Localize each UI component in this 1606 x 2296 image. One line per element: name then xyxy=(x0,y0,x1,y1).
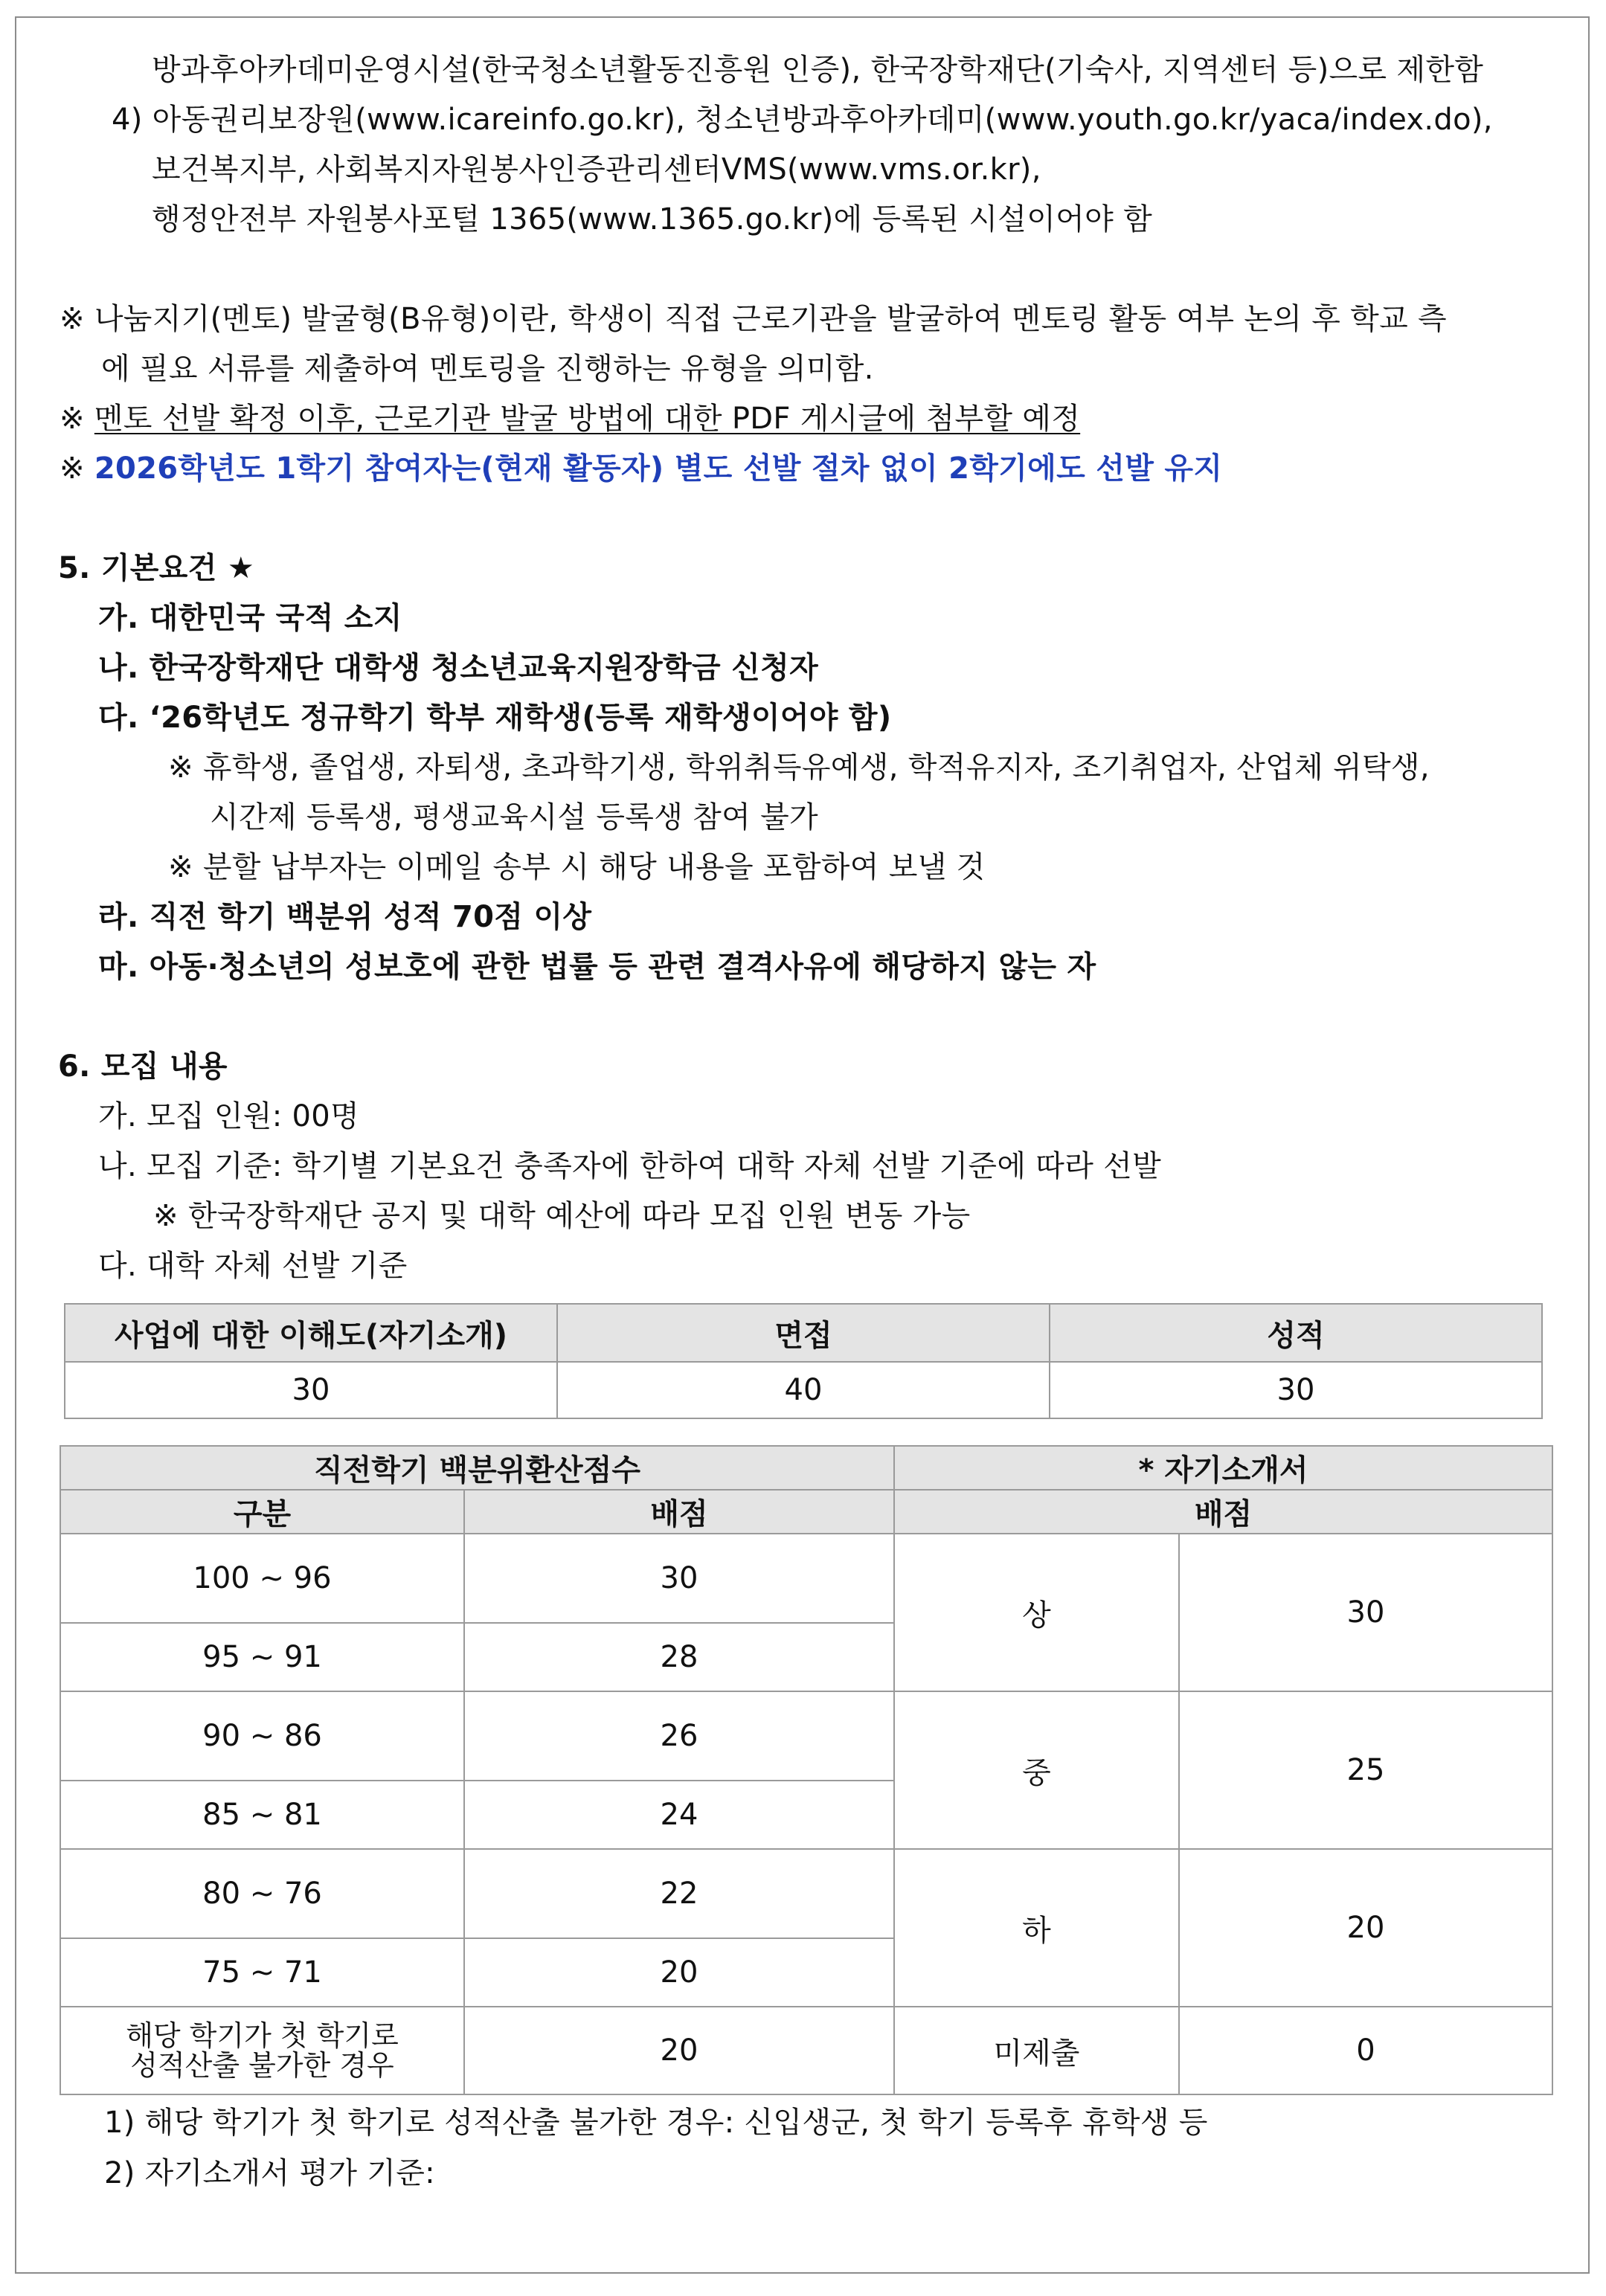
table-row xyxy=(60,2007,1552,2094)
first-term-line: 성적산출 불가한 경우 xyxy=(130,2049,394,2082)
req-no-disqualification: 마. 아동·청소년의 성보호에 관한 법률 등 관련 결격사유에 해당하지 않는 자 xyxy=(98,950,1096,984)
grade-cell: 하 xyxy=(894,1849,1179,2007)
recruit-count: 가. 모집 인원: 00명 xyxy=(98,1099,359,1133)
score-subheader-row xyxy=(60,1490,1552,1534)
req-grade-70: 라. 직전 학기 백분위 성적 70점 이상 xyxy=(98,900,592,934)
missing-label-cell: 미제출 xyxy=(894,2007,1179,2094)
note-pdf-text: 멘토 선발 확정 이후, 근로기관 발굴 방법에 대한 PDF 게시글에 첨부할 예정 xyxy=(94,402,1081,436)
criteria-header-cell: 성적 xyxy=(1050,1304,1542,1362)
score-cell: 20 xyxy=(464,1938,894,2007)
score-cell: 24 xyxy=(464,1781,894,1849)
note-continuing-text: 2026학년도 1학기 참여자는(현재 활동자) 별도 선발 절차 없이 2학기에도 선발 유지 xyxy=(94,451,1223,486)
col-score: 배점 xyxy=(464,1490,894,1534)
missing-score-cell: 0 xyxy=(1179,2007,1552,2094)
score-cell: 28 xyxy=(464,1623,894,1691)
text-line-registry-4: 4) 아동권리보장원(www.icareinfo.go.kr), 청소년방과후아카데미(www.youth.go.kr/yaca/index.do), xyxy=(112,103,1493,137)
score-cell: 30 xyxy=(464,1534,894,1623)
criteria-header-row xyxy=(65,1304,1542,1362)
section-5-title: 5. 기본요건 ★ xyxy=(58,551,254,585)
grade-cell: 상 xyxy=(894,1534,1179,1691)
req-nationality: 가. 대한민국 국적 소지 xyxy=(98,601,402,635)
note-pdf-attachment xyxy=(60,401,1080,437)
criteria-value-row xyxy=(65,1362,1542,1418)
text-line-facility-limit: 방과후아카데미운영시설(한국청소년활동진흥원 인증), 한국장학재단(기숙사, 지역센터 등)으로 제한함 xyxy=(152,53,1484,87)
text-line-registry-1365: 행정안전부 자원봉사포털 1365(www.1365.go.kr)에 등록된 시설이어야 함 xyxy=(152,202,1153,237)
range-cell: 95 ~ 91 xyxy=(60,1623,464,1691)
criteria-value-cell: 40 xyxy=(557,1362,1050,1418)
grade-cell: 중 xyxy=(894,1691,1179,1849)
req-installment-note: ※ 분할 납부자는 이메일 송부 시 해당 내용을 포함하여 보낼 것 xyxy=(168,850,986,884)
col-gubun: 구분 xyxy=(60,1490,464,1534)
criteria-table xyxy=(64,1303,1543,1419)
col-score-right: 배점 xyxy=(894,1490,1552,1534)
req-enrolled-student: 다. ‘26학년도 정규학기 학부 재학생(등록 재학생이어야 함) xyxy=(98,701,892,735)
score-cell: 26 xyxy=(464,1691,894,1781)
note-mark: ※ xyxy=(60,451,94,486)
note-mark: ※ xyxy=(60,402,94,436)
first-term-cell xyxy=(60,2007,464,2094)
criteria-header-cell: 사업에 대한 이해도(자기소개) xyxy=(65,1304,557,1362)
grade-score-cell: 20 xyxy=(1179,1849,1552,2007)
table-row xyxy=(60,1691,1552,1781)
score-cell: 20 xyxy=(464,2007,894,2094)
criteria-value-cell: 30 xyxy=(1050,1362,1542,1418)
range-cell: 85 ~ 81 xyxy=(60,1781,464,1849)
note-continuing-participants xyxy=(60,451,1222,486)
footnote-self-intro: 2) 자기소개서 평가 기준: xyxy=(104,2156,435,2190)
score-cell: 22 xyxy=(464,1849,894,1938)
text-line-registry-vms: 보건복지부, 사회복지자원봉사인증관리센터VMS(www.vms.or.kr), xyxy=(152,152,1041,187)
table-row xyxy=(60,1534,1552,1623)
note-mentor-type-cont: 에 필요 서류를 제출하여 멘토링을 진행하는 유형을 의미함. xyxy=(101,352,874,386)
grade-score-cell: 25 xyxy=(1179,1691,1552,1849)
req-scholarship-applicant: 나. 한국장학재단 대학생 청소년교육지원장학금 신청자 xyxy=(98,651,819,685)
footnote-first-term: 1) 해당 학기가 첫 학기로 성적산출 불가한 경우: 신입생군, 첫 학기 등록후 휴학생 등 xyxy=(104,2106,1208,2140)
grade-score-cell: 30 xyxy=(1179,1534,1552,1691)
score-table xyxy=(60,1445,1553,2095)
table-row xyxy=(60,1849,1552,1938)
range-cell: 90 ~ 86 xyxy=(60,1691,464,1781)
range-cell: 100 ~ 96 xyxy=(60,1534,464,1623)
range-cell: 75 ~ 71 xyxy=(60,1938,464,2007)
percentile-title: 직전학기 백분위환산점수 xyxy=(60,1446,894,1490)
first-term-line: 해당 학기가 첫 학기로 xyxy=(126,2019,399,2052)
score-title-row xyxy=(60,1446,1552,1490)
section-6-title: 6. 모집 내용 xyxy=(58,1049,228,1084)
criteria-header-cell: 면접 xyxy=(557,1304,1050,1362)
recruit-criteria: 나. 모집 기준: 학기별 기본요건 충족자에 한하여 대학 자체 선발 기준에 따라 선발 xyxy=(98,1149,1162,1183)
req-excluded-note-cont: 시간제 등록생, 평생교육시설 등록생 참여 불가 xyxy=(210,800,818,835)
note-mentor-type: ※ 나눔지기(멘토) 발굴형(B유형)이란, 학생이 직접 근로기관을 발굴하여 멘토링 활동 여부 논의 후 학교 측 xyxy=(60,302,1447,336)
req-excluded-note: ※ 휴학생, 졸업생, 자퇴생, 초과학기생, 학위취득유예생, 학적유지자, 조기취업자, 산업체 위탁생, xyxy=(168,750,1430,785)
recruit-selection-standard: 다. 대학 자체 선발 기준 xyxy=(98,1249,408,1283)
range-cell: 80 ~ 76 xyxy=(60,1849,464,1938)
recruit-criteria-note: ※ 한국장학재단 공지 및 대학 예산에 따라 모집 인원 변동 가능 xyxy=(153,1199,971,1233)
self-intro-title: * 자기소개서 xyxy=(894,1446,1552,1490)
criteria-value-cell: 30 xyxy=(65,1362,557,1418)
